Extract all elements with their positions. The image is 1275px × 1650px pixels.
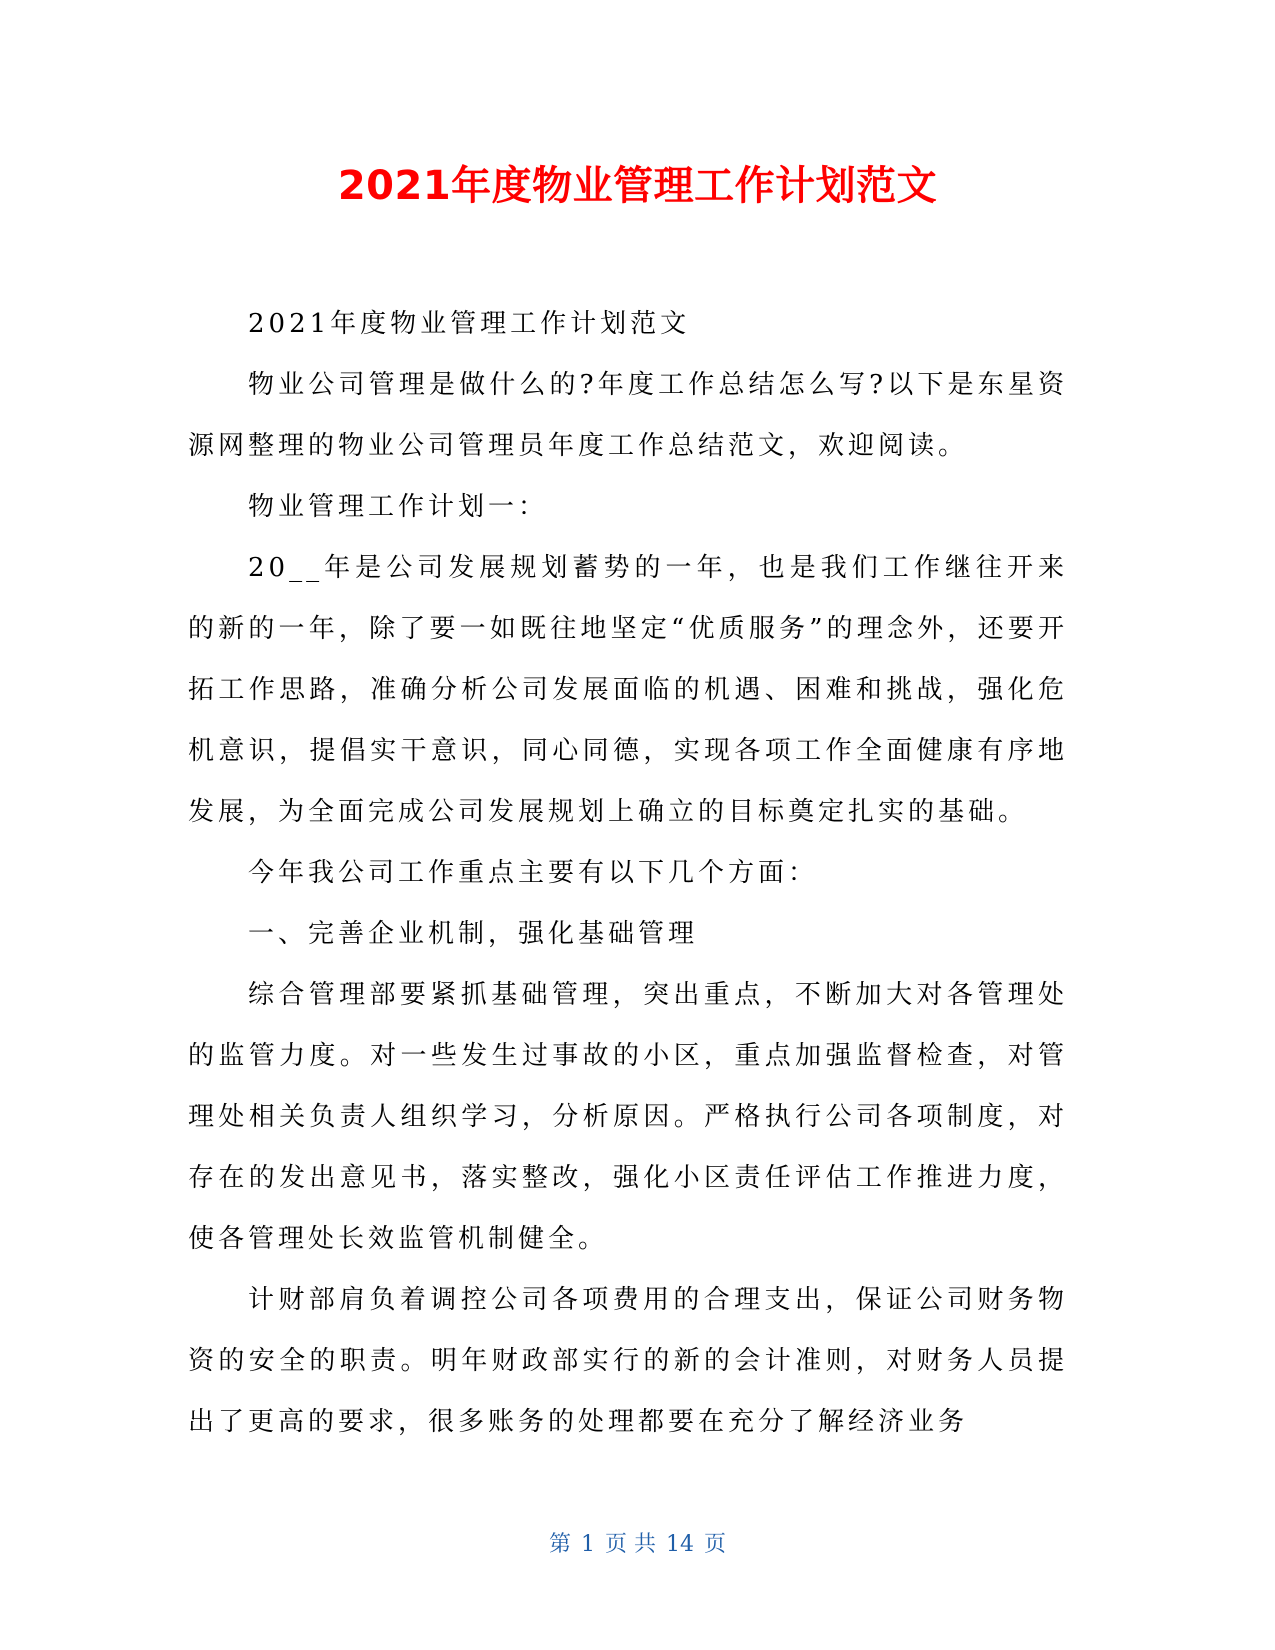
paragraph-general-management: 综合管理部要紧抓基础管理，突出重点，不断加大对各管理处的监管力度。对一些发生过事故的小区，重点加强监督检查，对管理处相关负责人组织学习，分析原因。严格执行公司各项制度，对存在的发出意见书，落实整改，强化小区责任评估工作推进力度，使各管理处长效监管机制健全。 <box>188 980 1068 1254</box>
footer-suffix: 页 <box>704 1532 727 1557</box>
page-footer <box>0 1530 1275 1560</box>
document-body <box>188 294 1068 1453</box>
footer-mid: 页 共 <box>605 1532 656 1557</box>
footer-prefix: 第 <box>548 1532 571 1557</box>
paragraph-finance-department: 计财部肩负着调控公司各项费用的合理支出，保证公司财务物资的安全的职责。明年财政部实行的新的会计准则，对财务人员提出了更高的要求，很多账务的处理都要在充分了解经济业务 <box>188 1285 1068 1437</box>
paragraph-plan-one-heading: 物业管理工作计划一： <box>248 492 549 522</box>
paragraph-section-one-heading: 一、完善企业机制，强化基础管理 <box>248 919 699 949</box>
footer-current-page: 1 <box>581 1532 595 1557</box>
paragraph-intro: 物业公司管理是做什么的?年度工作总结怎么写?以下是东星资源网整理的物业公司管理员年度工作总结范文，欢迎阅读。 <box>188 370 1068 461</box>
document-title: 2021年度物业管理工作计划范文 <box>337 163 938 209</box>
footer-total-pages: 14 <box>666 1532 694 1557</box>
paragraph-year-overview: 20__年是公司发展规划蓄势的一年，也是我们工作继往开来的新的一年，除了要一如既往地坚定“优质服务”的理念外，还要开拓工作思路，准确分析公司发展面临的机遇、困难和挑战，强化危机意识，提倡实干意识，同心同德，实现各项工作全面健康有序地发展，为全面完成公司发展规划上确立的目标奠定扎实的基础。 <box>188 553 1068 827</box>
paragraph-focus-intro: 今年我公司工作重点主要有以下几个方面： <box>248 858 819 888</box>
paragraph-heading-repeat: 2021年度物业管理工作计划范文 <box>248 309 691 339</box>
